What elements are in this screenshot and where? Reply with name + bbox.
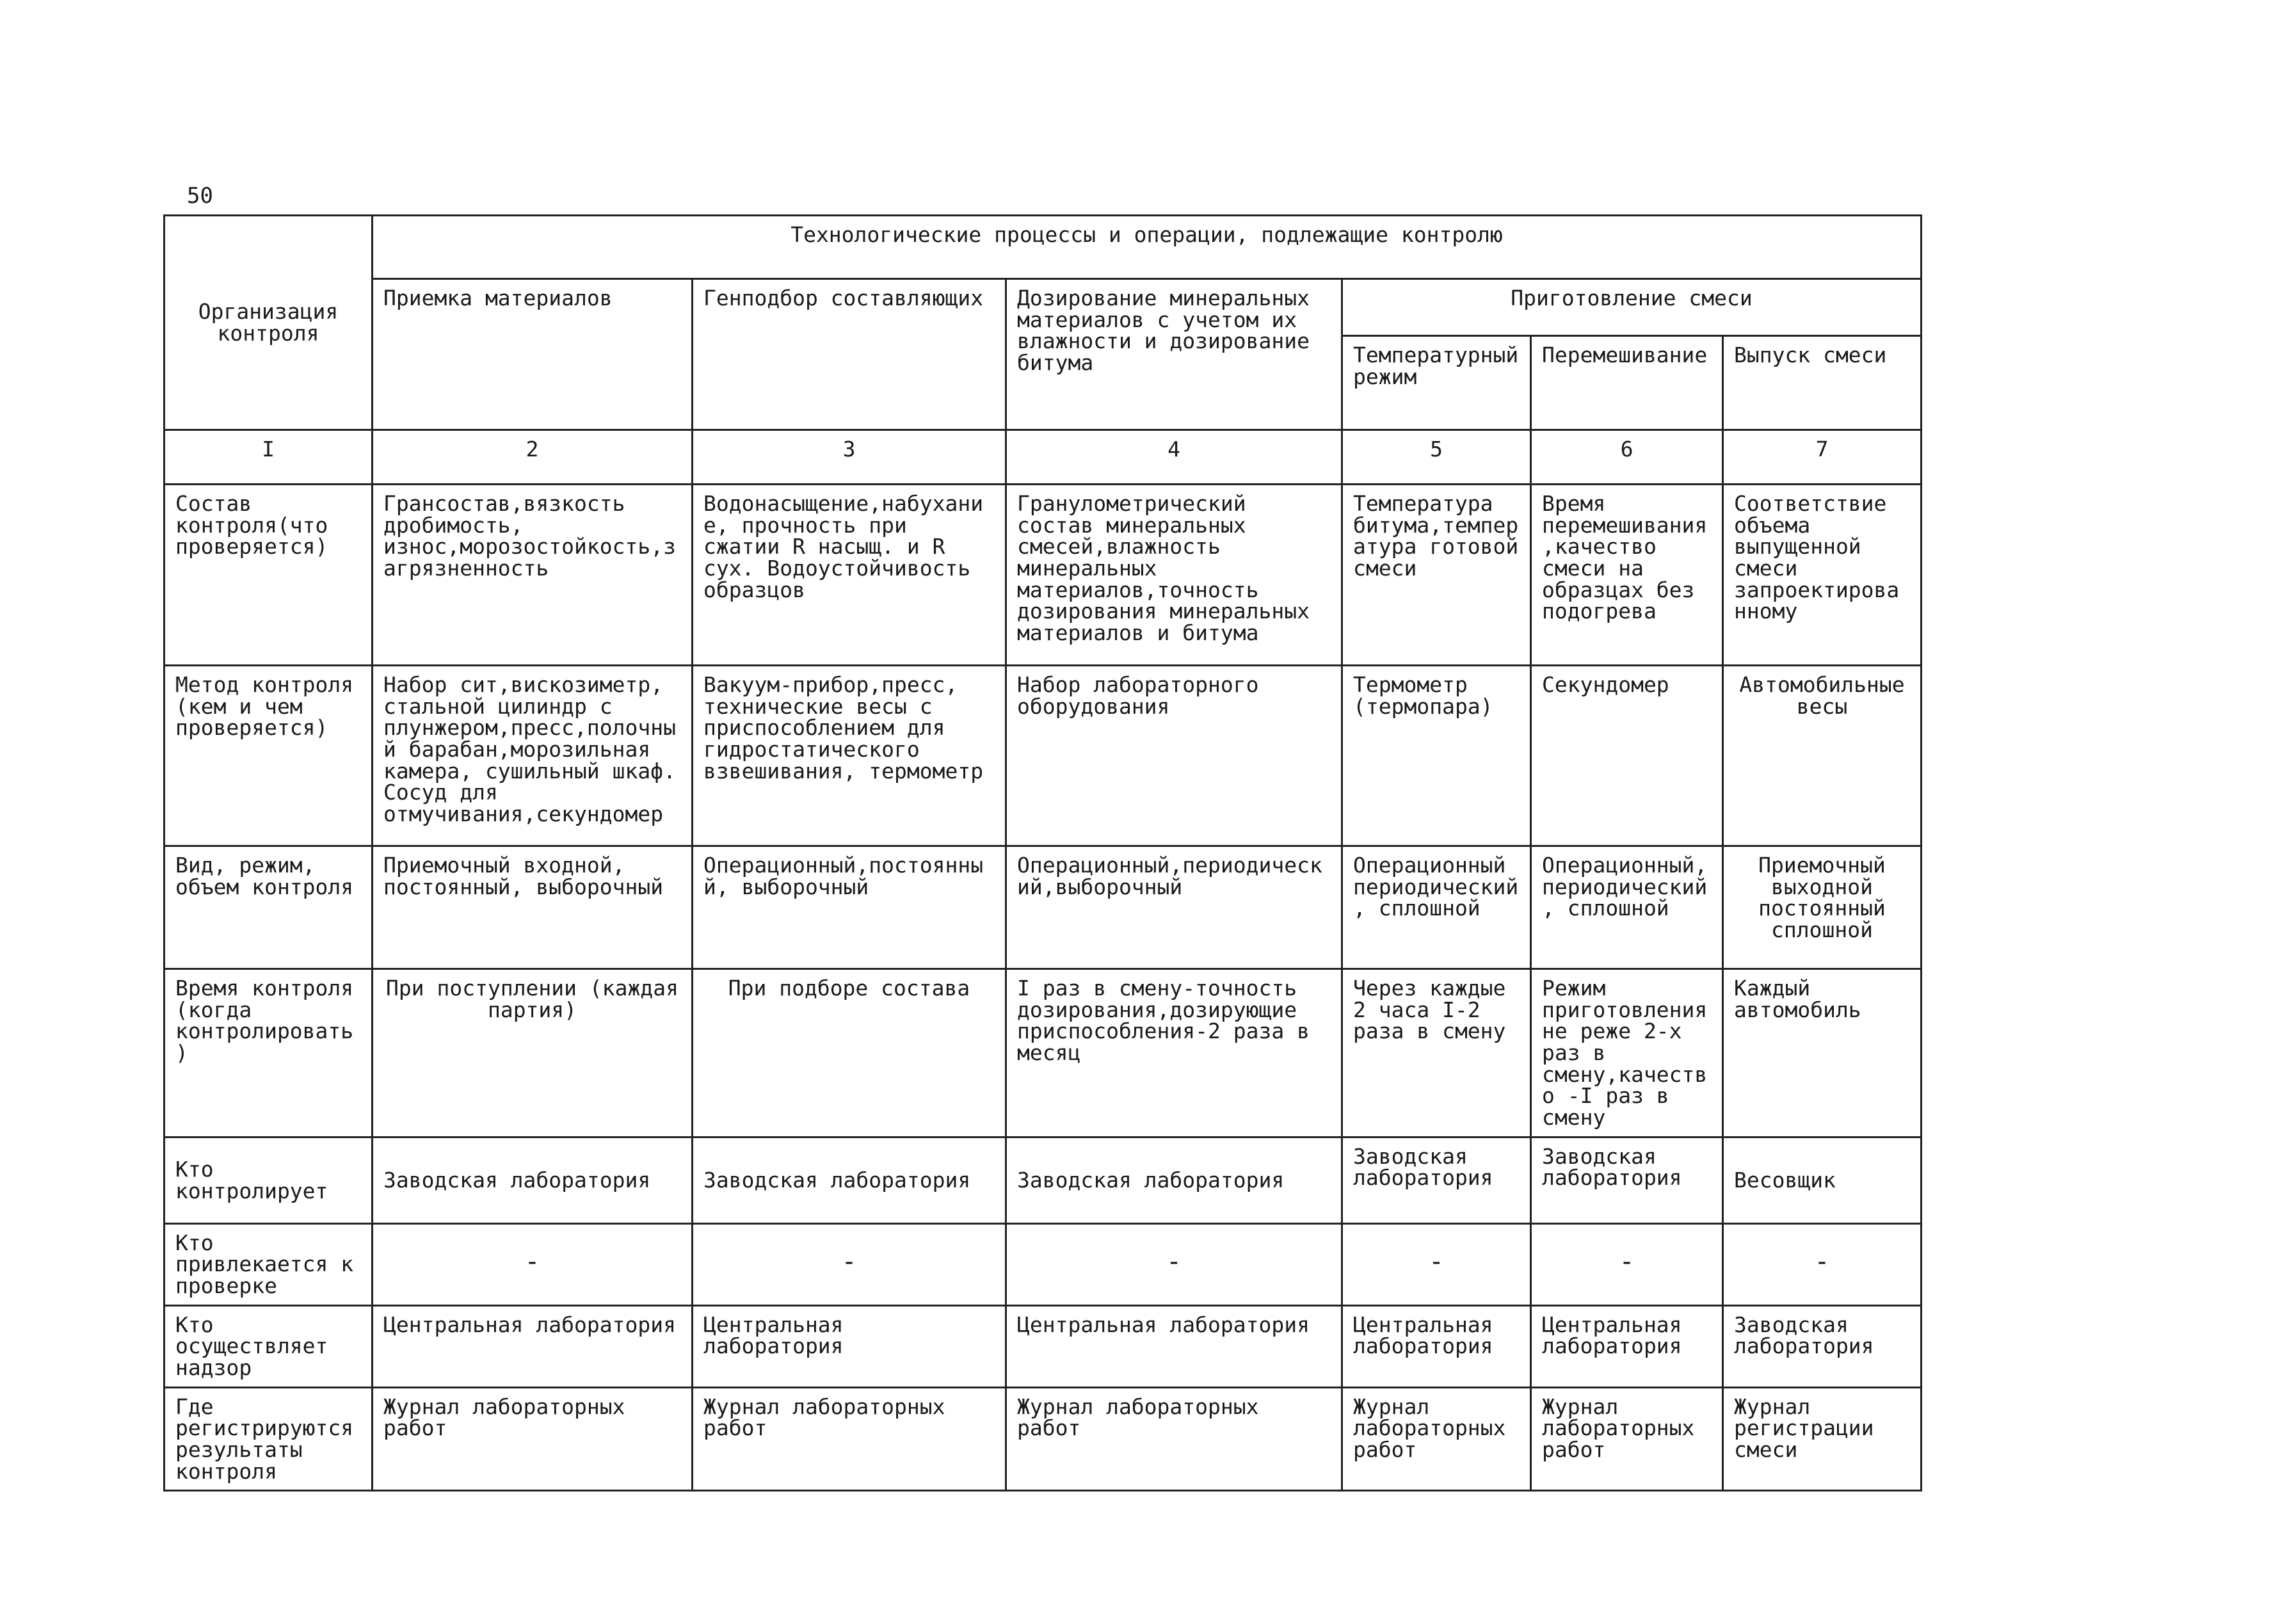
- row-label: Вид, режим, объем контроля: [165, 846, 373, 969]
- col-header-selection: Генподбор составляющих: [693, 279, 1006, 430]
- table-cell: Заводская лаборатория: [1342, 1137, 1531, 1223]
- table-cell: Набор сит,вискозиметр, стальной цилиндр с плунжером,пресс,полочный барабан,морозильная камера, сушильный шкаф. Сосуд для отмучивания,секундомер: [373, 666, 693, 846]
- table-cell: При поступлении (каждая партия): [373, 969, 693, 1138]
- empty-dash: -: [841, 1246, 857, 1276]
- org-label-header: Организация контроля: [165, 216, 373, 430]
- processes-title: Технологические процессы и операции, подлежащие контролю: [373, 216, 1922, 279]
- table-cell: Температура битума,температура готовой смеси: [1342, 485, 1531, 666]
- row-label: Метод контроля (кем и чем проверяется): [165, 666, 373, 846]
- column-number: I: [165, 430, 373, 485]
- row-label: Кто привлекается к проверке: [165, 1223, 373, 1305]
- column-number: 3: [693, 430, 1006, 485]
- table-cell: Центральная лаборатория: [693, 1305, 1006, 1387]
- table-cell: [1342, 1223, 1531, 1305]
- row-label: Кто осуществляет надзор: [165, 1305, 373, 1387]
- table-cell: Автомобильные весы: [1723, 666, 1922, 846]
- col-header-temperature: Температурный режим: [1342, 336, 1531, 430]
- table-row-method: [165, 666, 1922, 846]
- table-cell: Режим приготовления не реже 2-х раз в смену,качество -I раз в смену: [1531, 969, 1723, 1138]
- row-label: Время контроля (когда контролировать): [165, 969, 373, 1138]
- table-cell: Заводская лаборатория: [1723, 1305, 1922, 1387]
- column-number: 4: [1006, 430, 1342, 485]
- page-number: 50: [187, 183, 213, 209]
- empty-dash: -: [1428, 1246, 1445, 1276]
- col-header-acceptance: Приемка материалов: [373, 279, 693, 430]
- table-cell: [1723, 1223, 1922, 1305]
- table-cell: Журнал лабораторных работ: [693, 1387, 1006, 1491]
- column-number: 2: [373, 430, 693, 485]
- table-cell: Каждый автомобиль: [1723, 969, 1922, 1138]
- table-row-when: [165, 969, 1922, 1138]
- table-cell: Центральная лаборатория: [1531, 1305, 1723, 1387]
- mix-prep-title: Приготовление смеси: [1342, 279, 1922, 336]
- quality-control-table: [163, 214, 1922, 1491]
- table-row-registration: [165, 1387, 1922, 1491]
- table-cell: [1006, 1223, 1342, 1305]
- row-label: Где регистрируются результаты контроля: [165, 1387, 373, 1491]
- table-cell: [373, 1223, 693, 1305]
- header-row-2: [165, 279, 1922, 336]
- col-header-release: Выпуск смеси: [1723, 336, 1922, 430]
- col-header-dosing: Дозирование минеральных материалов с учетом их влажности и дозирование битума: [1006, 279, 1342, 430]
- table-cell: Заводская лаборатория: [693, 1137, 1006, 1223]
- control-table-sheet: [163, 214, 1920, 1484]
- table-cell: Через каждые 2 часа I-2 раза в смену: [1342, 969, 1531, 1138]
- header-row-1: [165, 216, 1922, 279]
- row-label: Кто контролирует: [165, 1137, 373, 1223]
- table-cell: Соответствие объема выпущенной смеси запроектированному: [1723, 485, 1922, 666]
- empty-dash: -: [524, 1246, 540, 1276]
- table-cell: Журнал лабораторных работ: [1531, 1387, 1723, 1491]
- table-row-involved: [165, 1223, 1922, 1305]
- table-cell: Заводская лаборатория: [373, 1137, 693, 1223]
- empty-dash: -: [1166, 1246, 1182, 1276]
- table-cell: Заводская лаборатория: [1531, 1137, 1723, 1223]
- table-cell: Заводская лаборатория: [1006, 1137, 1342, 1223]
- table-cell: Приемочный входной, постоянный, выборочный: [373, 846, 693, 969]
- table-cell: Журнал регистрации смеси: [1723, 1387, 1922, 1491]
- table-cell: Весовщик: [1723, 1137, 1922, 1223]
- table-cell: Время перемешивания,качество смеси на образцах без подогрева: [1531, 485, 1723, 666]
- table-cell: Журнал лабораторных работ: [1006, 1387, 1342, 1491]
- table-row-who-controls: [165, 1137, 1922, 1223]
- table-cell: Гранулометрический состав минеральных смесей,влажность минеральных материалов,точность дозирования минеральных материалов и битума: [1006, 485, 1342, 666]
- table-cell: Центральная лаборатория: [1006, 1305, 1342, 1387]
- row-label: Состав контроля(что проверяется): [165, 485, 373, 666]
- table-cell: Грансостав,вязкость дробимость, износ,морозостойкость,загрязненность: [373, 485, 693, 666]
- table-cell: Операционный,постоянный, выборочный: [693, 846, 1006, 969]
- table-cell: Центральная лаборатория: [373, 1305, 693, 1387]
- table-cell: [693, 1223, 1006, 1305]
- table-row-type: [165, 846, 1922, 969]
- table-cell: Журнал лабораторных работ: [1342, 1387, 1531, 1491]
- table-cell: Операционный периодический, сплошной: [1342, 846, 1531, 969]
- col-header-mixing: Перемешивание: [1531, 336, 1723, 430]
- column-number-row: [165, 430, 1922, 485]
- empty-dash: -: [1814, 1246, 1830, 1276]
- table-cell: Набор лабораторного оборудования: [1006, 666, 1342, 846]
- table-cell: Центральная лаборатория: [1342, 1305, 1531, 1387]
- column-number: 7: [1723, 430, 1922, 485]
- table-cell: Приемочный выходной постоянный сплошной: [1723, 846, 1922, 969]
- table-cell: [1531, 1223, 1723, 1305]
- table-cell: I раз в смену-точность дозирования,дозирующие приспособления-2 раза в месяц: [1006, 969, 1342, 1138]
- table-row-supervision: [165, 1305, 1922, 1387]
- table-cell: Вакуум-прибор,пресс, технические весы с приспособлением для гидростатического взвешивания, термометр: [693, 666, 1006, 846]
- table-cell: Операционный,периодический,выборочный: [1006, 846, 1342, 969]
- table-cell: Водонасыщение,набухание, прочность при сжатии R насыщ. и R сух. Водоустойчивость образцов: [693, 485, 1006, 666]
- table-cell: Секундомер: [1531, 666, 1723, 846]
- table-cell: Термометр (термопара): [1342, 666, 1531, 846]
- table-cell: Операционный, периодический, сплошной: [1531, 846, 1723, 969]
- column-number: 6: [1531, 430, 1723, 485]
- table-cell: При подборе состава: [693, 969, 1006, 1138]
- table-row-what: [165, 485, 1922, 666]
- empty-dash: -: [1619, 1246, 1635, 1276]
- table-cell: Журнал лабораторных работ: [373, 1387, 693, 1491]
- column-number: 5: [1342, 430, 1531, 485]
